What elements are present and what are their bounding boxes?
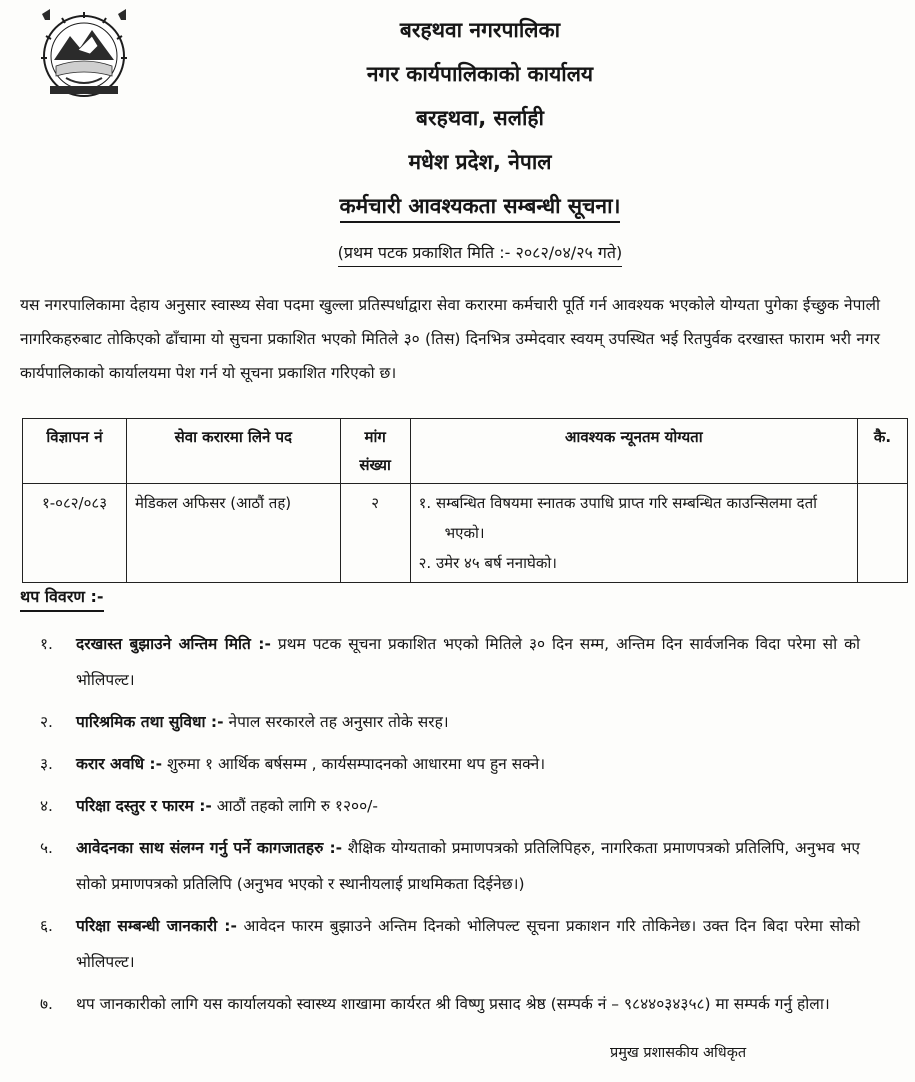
office-location: बरहथवा, सर्लाही	[415, 106, 545, 130]
detail-number: ६.	[40, 917, 53, 935]
detail-number: ३.	[40, 755, 53, 773]
cell-post: मेडिकल अफिसर (आठौं तह)	[126, 484, 340, 583]
detail-number: ५.	[40, 839, 53, 857]
detail-item-contract-period	[40, 746, 860, 782]
detail-text: थप जानकारीको लागि यस कार्यालयको स्वास्थ्य शाखामा कार्यरत श्री विष्णु प्रसाद श्रेष्ठ (सम्पर्क नं – ९८४४०३४३५८) मा सम्पर्क गर्नु होला।	[76, 995, 830, 1013]
nepal-government-emblem-icon	[36, 8, 132, 100]
detail-label: दरखास्त बुझाउने अन्तिम मिति :-	[76, 635, 271, 653]
detail-number: ७.	[40, 995, 53, 1013]
table-header-row	[23, 419, 908, 484]
province-name: मधेश प्रदेश, नेपाल	[408, 150, 552, 174]
cell-ad-no: १-०८२/०८३	[23, 484, 127, 583]
publication-date-block	[200, 240, 760, 267]
detail-item-deadline	[40, 626, 860, 698]
detail-text: नेपाल सरकारले तह अनुसार तोके सरह।	[228, 713, 449, 731]
details-list	[40, 626, 860, 1028]
detail-item-exam-info	[40, 908, 860, 980]
detail-label: परिक्षा सम्बन्धी जानकारी :-	[76, 917, 237, 935]
detail-item-exam-fee	[40, 788, 860, 824]
detail-label: आवेदनका साथ संलग्न गर्नु पर्ने कागजातहरु :-	[76, 839, 343, 857]
detail-text: शैक्षिक योग्यताको प्रमाणपत्रको प्रतिलिपिहरु, नागरिकता प्रमाणपत्रको प्रतिलिपि, अनुभव भए सोको प्रमाणपत्रको प्रतिलिपि (अनुभव भएको र स्थानीयलाई प्राथमिकता दिईनेछ।)	[76, 839, 861, 893]
detail-item-contact	[40, 986, 860, 1022]
detail-number: ४.	[40, 797, 53, 815]
extra-details-title: थप विवरण :-	[20, 584, 104, 612]
qualification-item: १. सम्बन्धित विषयमा स्नातक उपाधि प्राप्त गरि सम्बन्धित काउन्सिलमा दर्ता भएको।	[418, 494, 818, 542]
detail-label: करार अवधि :-	[76, 755, 163, 773]
header-remarks: कै.	[858, 419, 908, 484]
detail-label: परिक्षा दस्तुर र फारम :-	[76, 797, 212, 815]
detail-text: आठौं तहको लागि रु १२००/-	[216, 797, 378, 815]
detail-number: १.	[40, 635, 53, 653]
intro-paragraph: यस नगरपालिकामा देहाय अनुसार स्वास्थ्य सेवा पदमा खुल्ला प्रतिस्पर्धाद्वारा सेवा करारमा कर्मचारी पूर्ति गर्न आवश्यक भएकोले योग्यता पुगेका ईच्छुक नेपाली नागरिकहरुबाट तोकिएको ढाँचामा यो सुचना प्रकाशित भएको मितिले ३० (तिस) दिनभित्र उम्मेदवार स्वयम् उपस्थित भई रितपुर्वक दरखास्त फाराम भरी नगर कार्यपालिकाको कार्यालयमा पेश गर्न यो सूचना प्रकाशित गरिएको छ।	[20, 296, 880, 382]
detail-label: पारिश्रमिक तथा सुविधा :-	[76, 713, 224, 731]
header-ad-no: विज्ञापन नं	[23, 419, 127, 484]
municipality-name: बरहथवा नगरपालिका	[399, 18, 561, 42]
table-row	[23, 484, 908, 583]
header-post: सेवा करारमा लिने पद	[126, 419, 340, 484]
cell-remarks	[858, 484, 908, 583]
cell-count: २	[340, 484, 410, 583]
detail-text: प्रथम पटक सूचना प्रकाशित भएको मितिले ३० दिन सम्म, अन्तिम दिन सार्वजनिक विदा परेमा सो को भोलिपल्ट।	[76, 635, 860, 689]
notice-title: कर्मचारी आवश्यकता सम्बन्धी सूचना।	[340, 191, 621, 223]
signature-designation: प्रमुख प्रशासकीय अधिकृत	[610, 1045, 747, 1061]
detail-number: २.	[40, 713, 53, 731]
header-qualification: आवश्यक न्यूनतम योग्यता	[410, 419, 857, 484]
publication-date: (प्रथम पटक प्रकाशित मिति :- २०८२/०४/२५ गते)	[338, 240, 623, 267]
detail-text: आवेदन फारम बुझाउने अन्तिम दिनको भोलिपल्ट सूचना प्रकाशन गरि तोकिनेछ। उक्त दिन बिदा परेमा सोको भोलिपल्ट।	[76, 917, 860, 971]
detail-item-remuneration	[40, 704, 860, 740]
header-count: मांग संख्या	[340, 419, 410, 484]
qualification-item: २. उमेर ४५ बर्ष ननाघेको।	[418, 554, 557, 572]
cell-qualifications	[410, 484, 857, 583]
office-name: नगर कार्यपालिकाको कार्यालय	[366, 62, 594, 86]
detail-item-documents	[40, 830, 860, 902]
detail-text: शुरुमा १ आर्थिक बर्षसम्म , कार्यसम्पादनको आधारमा थप हुन सक्ने।	[166, 755, 546, 773]
vacancy-table	[22, 418, 908, 583]
office-header	[200, 8, 760, 228]
